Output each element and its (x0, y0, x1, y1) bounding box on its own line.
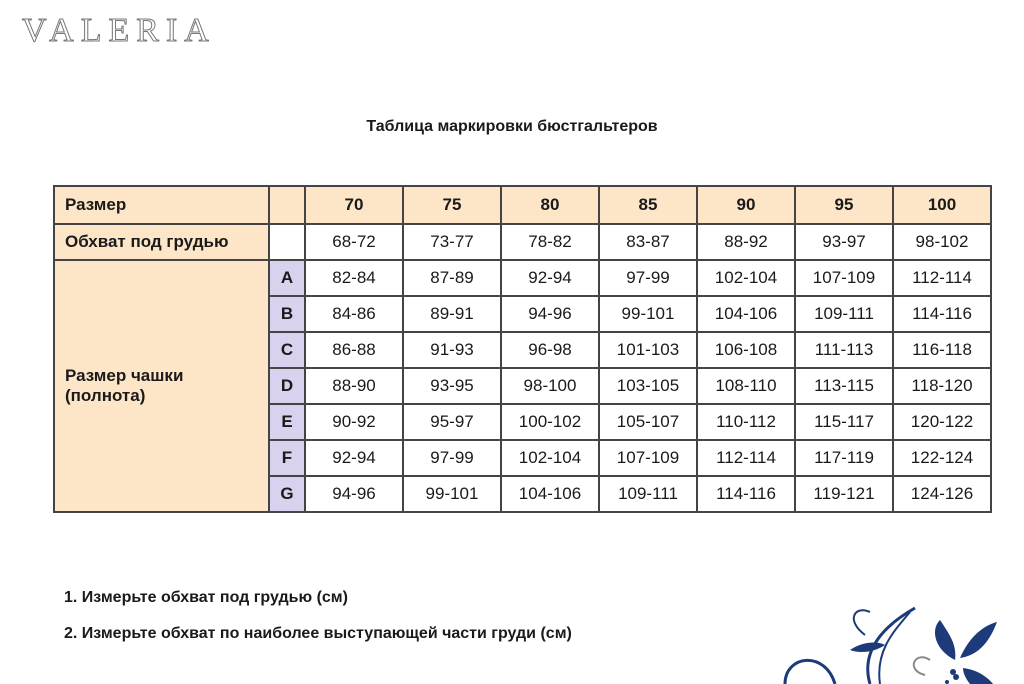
brand-logo: VALERIA (22, 12, 216, 49)
header-row (54, 186, 991, 224)
cup-letter: D (269, 368, 305, 404)
cup-letter: E (269, 404, 305, 440)
bust-cell: 99-101 (403, 476, 501, 512)
cup-letter: F (269, 440, 305, 476)
floral-ornament-icon (775, 600, 1015, 684)
bust-cell: 104-106 (501, 476, 599, 512)
size-label: Размер (54, 186, 269, 224)
bust-cell: 100-102 (501, 404, 599, 440)
bust-cell: 106-108 (697, 332, 795, 368)
bust-cell: 102-104 (501, 440, 599, 476)
bust-cell: 109-111 (795, 296, 893, 332)
bust-cell: 97-99 (403, 440, 501, 476)
bust-cell: 89-91 (403, 296, 501, 332)
bust-cell: 107-109 (795, 260, 893, 296)
empty-cell (269, 224, 305, 260)
instruction-2: 2. Измерьте обхват по наиболее выступающей части груди (см) (64, 625, 572, 642)
bust-cell: 116-118 (893, 332, 991, 368)
bust-cell: 110-112 (697, 404, 795, 440)
bust-cell: 103-105 (599, 368, 697, 404)
bust-cell: 91-93 (403, 332, 501, 368)
bust-cell: 90-92 (305, 404, 403, 440)
table-row (54, 260, 991, 296)
page-title: Таблица маркировки бюстгальтеров (366, 118, 658, 135)
size-header: 80 (501, 186, 599, 224)
bust-cell: 108-110 (697, 368, 795, 404)
size-header: 100 (893, 186, 991, 224)
cup-letter: G (269, 476, 305, 512)
underbust-cell: 68-72 (305, 224, 403, 260)
bust-cell: 119-121 (795, 476, 893, 512)
bust-cell: 84-86 (305, 296, 403, 332)
size-header: 75 (403, 186, 501, 224)
bust-cell: 94-96 (501, 296, 599, 332)
empty-cell (269, 186, 305, 224)
bust-cell: 101-103 (599, 332, 697, 368)
bust-cell: 94-96 (305, 476, 403, 512)
underbust-label: Обхват под грудью (54, 224, 269, 260)
size-header: 85 (599, 186, 697, 224)
bust-cell: 96-98 (501, 332, 599, 368)
bust-cell: 122-124 (893, 440, 991, 476)
underbust-cell: 88-92 (697, 224, 795, 260)
size-header: 95 (795, 186, 893, 224)
underbust-cell: 83-87 (599, 224, 697, 260)
bust-cell: 97-99 (599, 260, 697, 296)
bust-cell: 114-116 (893, 296, 991, 332)
bust-cell: 113-115 (795, 368, 893, 404)
bust-cell: 107-109 (599, 440, 697, 476)
bust-cell: 109-111 (599, 476, 697, 512)
bust-cell: 118-120 (893, 368, 991, 404)
cup-letter: A (269, 260, 305, 296)
cup-letter: B (269, 296, 305, 332)
underbust-row (54, 224, 991, 260)
size-header: 90 (697, 186, 795, 224)
instructions (64, 580, 572, 652)
bust-cell: 104-106 (697, 296, 795, 332)
bust-cell: 112-114 (697, 440, 795, 476)
size-table (53, 185, 992, 513)
underbust-cell: 78-82 (501, 224, 599, 260)
bust-cell: 102-104 (697, 260, 795, 296)
bust-cell: 117-119 (795, 440, 893, 476)
bust-cell: 111-113 (795, 332, 893, 368)
bust-cell: 92-94 (501, 260, 599, 296)
underbust-cell: 98-102 (893, 224, 991, 260)
bust-cell: 115-117 (795, 404, 893, 440)
instruction-1: 1. Измерьте обхват под грудью (см) (64, 589, 348, 606)
bust-cell: 92-94 (305, 440, 403, 476)
bust-cell: 88-90 (305, 368, 403, 404)
bust-cell: 98-100 (501, 368, 599, 404)
bust-cell: 87-89 (403, 260, 501, 296)
bust-cell: 86-88 (305, 332, 403, 368)
bust-cell: 105-107 (599, 404, 697, 440)
bust-cell: 99-101 (599, 296, 697, 332)
cup-letter: C (269, 332, 305, 368)
bust-cell: 93-95 (403, 368, 501, 404)
underbust-cell: 93-97 (795, 224, 893, 260)
bust-cell: 114-116 (697, 476, 795, 512)
bust-cell: 120-122 (893, 404, 991, 440)
cup-size-label: Размер чашки (полнота) (54, 260, 269, 512)
underbust-cell: 73-77 (403, 224, 501, 260)
size-header: 70 (305, 186, 403, 224)
bust-cell: 82-84 (305, 260, 403, 296)
bust-cell: 112-114 (893, 260, 991, 296)
bust-cell: 95-97 (403, 404, 501, 440)
bust-cell: 124-126 (893, 476, 991, 512)
